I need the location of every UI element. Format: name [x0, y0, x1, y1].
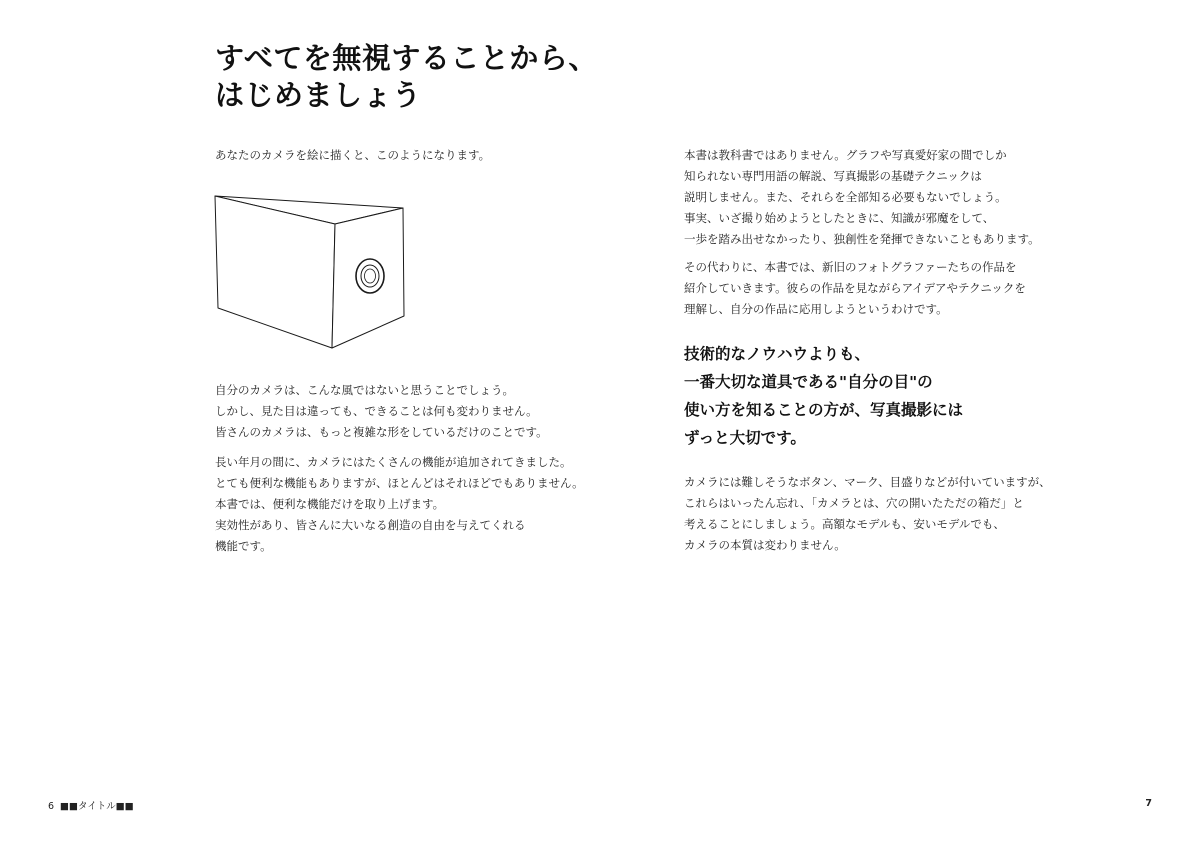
- page-number: 6: [48, 801, 55, 812]
- subheading-line: 技術的なノウハウよりも、: [684, 345, 871, 363]
- text-line: その代わりに、本書では、新旧のフォトグラファーたちの作品を: [684, 260, 1017, 274]
- paragraph: [684, 257, 1026, 320]
- heading-line-2: はじめましょう: [215, 78, 422, 112]
- text-line: これらはいったん忘れ、「カメラとは、穴の開いたただの箱だ」と: [684, 496, 1024, 510]
- subheading-line: ずっと大切です。: [684, 429, 806, 447]
- text-line: しかし、見た目は違っても、できることは何も変わりません。: [215, 404, 538, 418]
- text-line: 事実、いざ撮り始めようとしたときに、知識が邪魔をして、: [684, 211, 995, 225]
- page-number: 7: [1145, 798, 1152, 809]
- text-line: 長い年月の間に、カメラにはたくさんの機能が追加されてきました。: [215, 455, 572, 469]
- text-line: カメラには難しそうなボタン、マーク、目盛りなどが付いていますが、: [684, 475, 1051, 489]
- text-line: 本書は教科書ではありません。グラフや写真愛好家の間でしか: [684, 148, 1007, 162]
- text-line: 本書では、便利な機能だけを取り上げます。: [215, 497, 445, 511]
- running-title: ■■タイトル■■: [60, 801, 134, 812]
- paragraph: [684, 472, 1051, 556]
- text-line: 理解し、自分の作品に応用しようというわけです。: [684, 302, 948, 316]
- paragraph: [215, 380, 548, 443]
- right-page: [600, 0, 1200, 847]
- text-line: 機能です。: [215, 539, 272, 553]
- text-line: 知られない専門用語の解説、写真撮影の基礎テクニックは: [684, 169, 982, 183]
- lens-icon: [356, 259, 384, 293]
- text-line: 考えることにしましょう。高額なモデルも、安いモデルでも、: [684, 517, 1005, 531]
- subheading-line: 使い方を知ることの方が、写真撮影には: [684, 401, 964, 419]
- text-line: 皆さんのカメラは、もっと複雑な形をしているだけのことです。: [215, 425, 548, 439]
- box-camera-illustration: [210, 190, 410, 350]
- intro-text: あなたのカメラを絵に描くと、このようになります。: [215, 148, 491, 162]
- footer-left: [48, 798, 134, 812]
- subheading: [684, 340, 963, 452]
- text-line: 一歩を踏み出せなかったり、独創性を発揮できないこともあります。: [684, 232, 1040, 246]
- text-line: 実効性があり、皆さんに大いなる創造の自由を与えてくれる: [215, 518, 526, 532]
- text-line: 自分のカメラは、こんな風ではないと思うことでしょう。: [215, 383, 514, 397]
- paragraph: [215, 452, 584, 557]
- text-line: とても便利な機能もありますが、ほとんどはそれほどでもありません。: [215, 476, 584, 490]
- page-heading: [215, 40, 598, 114]
- text-line: 説明しません。また、それらを全部知る必要もないでしょう。: [684, 190, 1007, 204]
- subheading-line: 一番大切な道具である"自分の目"の: [684, 373, 933, 391]
- heading-line-1: すべてを無視することから、: [215, 41, 598, 75]
- text-line: 紹介していきます。彼らの作品を見ながらアイデアやテクニックを: [684, 281, 1026, 295]
- paragraph: [684, 145, 1040, 250]
- text-line: カメラの本質は変わりません。: [684, 538, 846, 552]
